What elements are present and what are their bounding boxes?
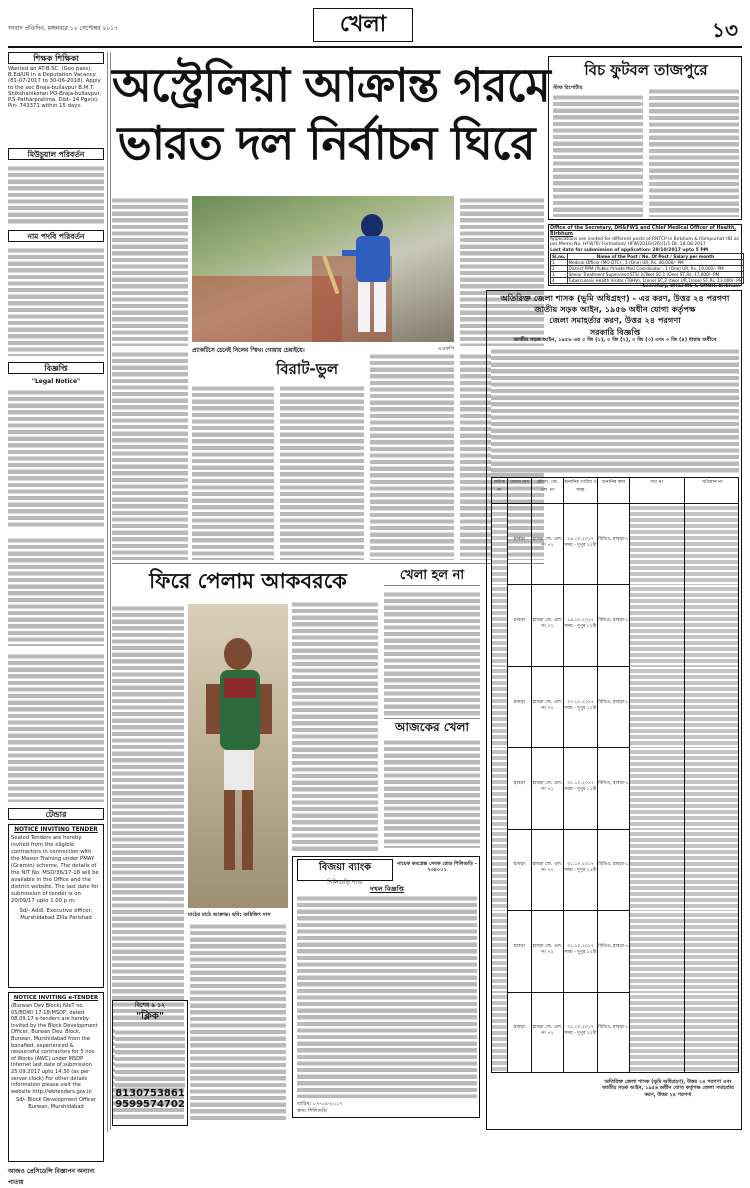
col-place: শুনানির স্থান <box>598 478 630 504</box>
vijaya-bank-notice <box>292 856 480 1118</box>
cell-khatian-list <box>685 504 739 585</box>
story-body-col-3 <box>280 384 364 560</box>
cmoh-title: Office of the Secretary, DH&FWS and Chief Medical Officer of Health, Birbhum <box>550 226 737 237</box>
bank-sign-place: স্থান: শিলিগুড়ি <box>297 1108 327 1114</box>
land-table-group <box>492 748 739 829</box>
photo1-credit: এএফপি <box>437 346 454 352</box>
cell-place: বিডিও, হাবড়া-১ <box>598 667 630 748</box>
land-table-group <box>492 667 739 748</box>
legal-notice-title: "Legal Notice" <box>31 378 81 385</box>
bank-sign-date: তারিখ: ০৭-০৯-২০১৭ <box>297 1101 343 1107</box>
photo1-caption: প্র্যাকটিসে চেনেই নিলেন স্মিথ। গোয়ায় চেন্নাইয়ে। <box>192 348 305 354</box>
mutual-header: মিউচুয়াল পরিবর্তন <box>8 148 104 160</box>
ajker-khela-text <box>384 738 480 848</box>
cell-dag-list <box>630 504 685 585</box>
cell-khatian-list <box>685 585 739 666</box>
land-acquisition-notice <box>486 290 742 1130</box>
land-table <box>491 477 739 1073</box>
cell-serial <box>492 830 508 911</box>
cell-khatian-list <box>685 748 739 829</box>
land-table-group <box>492 830 739 911</box>
bank-address: নায়েক কমপ্লেক্স সেবক রোড শিলিগুড়ি - ৭৩৪০০১ <box>397 861 477 874</box>
cell-mouza: হাবড়া জে. এল. নং ৭২ <box>532 911 564 992</box>
cell-serial <box>492 748 508 829</box>
cell-place: বিডিও, হাবড়া-১ <box>598 504 630 585</box>
cell-serial <box>492 504 508 585</box>
nit-title: NOTICE INVITING TENDER <box>14 827 98 833</box>
cell-dag-list <box>630 748 685 829</box>
cell-date: ২৭.১০.২০১৭ সময় - দুপুর ১২টা <box>564 667 598 748</box>
mutual-text <box>8 164 104 224</box>
name-change-text <box>8 246 104 356</box>
cell-dag-list <box>630 830 685 911</box>
story-body-col-1 <box>112 350 188 560</box>
beach-football-credit: স্টাফ রিপোর্টার <box>553 85 583 91</box>
photo2-caption: মাঠের মাঠে আক্রান্ত। ছবি: অরিজিৎ দাস <box>188 912 271 918</box>
footballer-photo <box>188 604 288 908</box>
story-body-col-4 <box>370 352 454 560</box>
cell-thana: হাবড়া <box>508 667 532 748</box>
cell-mouza: হাবড়া জে. এল. নং ৭২ <box>532 667 564 748</box>
bank-notice-label: দখল বিজ্ঞপ্তি <box>370 885 404 893</box>
col-khatian: খতিয়ান নং <box>702 480 723 485</box>
cell-date: ৩১.১০.২০১৭ সময় - দুপুর ১২টা <box>564 911 598 992</box>
col-date: শুনানির তারিখ ও সময় <box>564 478 598 504</box>
cell-mouza: হাবড়া জে. এল. নং ৭২ <box>532 585 564 666</box>
cmoh-sign: Secretary, DH&FWS & CMOH, Birbhum <box>642 283 740 289</box>
ad-phone-1: 8130753861 <box>115 1088 185 1100</box>
cmoh-row-sl: 2 <box>551 265 568 271</box>
nit2-text: (Burwan Dev Block) NIeT no. 05/BDW/ 17-18/MSDP, dated 08.09.17 e-tenders are hereby invited by the Block Development Officer, Burwan Dev. Block, Burwan, Murshidabad from the bonafied, experienced & resourceful contractors for 5 nos. of Works (AWC) under MSDP Internet last date of submission 25.09.2017 upto 14:30 (as per server clock) For other details information please visit the website http://wbtenders.gov.in <box>11 1003 98 1095</box>
bank-name: বিজয়া ব্যাংক <box>318 862 372 873</box>
land-intro-text <box>491 347 739 473</box>
column-rule-1 <box>110 52 111 1130</box>
page-number: ১৩ <box>712 18 738 42</box>
land-table-group <box>492 911 739 992</box>
virat-subhead: বিরাট-ভুল <box>276 360 338 378</box>
cell-khatian-list <box>685 667 739 748</box>
main-headline <box>112 56 550 188</box>
cell-thana: হাবড়া <box>508 911 532 992</box>
nit-text: Sealed Tenders are hereby invited from the eligible contractors in connection with the Mason Training under PMAY (Gramin) scheme. The details of the NIT No. MSD/36/17-18 will be available in the Office and the district website. The last date for submission of tender is on 20/09/17 upto 1.00 p.m. <box>11 835 99 904</box>
cell-mouza: হাবড়া জে. এল. নং ৭২ <box>532 830 564 911</box>
cricketer-figure <box>192 196 454 342</box>
cell-place: বিডিও, হাবড়া-১ <box>598 830 630 911</box>
cell-place: বিডিও, হাবড়া-১ <box>598 993 630 1073</box>
land-table-group <box>492 993 739 1073</box>
legal-notice-text <box>8 388 104 528</box>
cmoh-row-sl: 3 <box>551 271 568 277</box>
nit2-box <box>8 992 104 1162</box>
cmoh-row-post: Tuberculosis Health Visitor (TBHV), 1(one) SC,2 (two) UR,1(one) ST,Rs. 13,000/- PM <box>568 277 743 283</box>
land-sub-head: সরকারি বিজ্ঞপ্তি <box>589 328 641 337</box>
nit2-title: NOTICE INVITING e-TENDER <box>13 995 99 1001</box>
cell-place: বিডিও, হাবড়া-১ <box>598 748 630 829</box>
cell-date: ৩০.১০.২০১৭ সময় - দুপুর ১২টা <box>564 748 598 829</box>
ajker-khela-head: আজকের খেলা <box>384 718 480 736</box>
cell-dag-list <box>630 911 685 992</box>
cmoh-posts-table <box>550 253 744 284</box>
cmoh-intro: Applications are invited for different posts of RNTCP in Birbhum & Rampurhat HD as per Memo No. HFW/Tr/ Formation/ HFW/2016/(26)/1/1 Dt. 28.08.2017 <box>550 237 740 248</box>
beach-football-col-1 <box>553 93 643 217</box>
notice-header: বিজ্ঞপ্তি <box>8 362 104 374</box>
land-sub-head-2: জাতীয় সড়ক আইন, ১৯৫৬ এর ৩ জি (১), ৩ জি (২), ৩ জি (৩) এবং ৩ জি (৪) ধারার অধীনে <box>513 337 717 343</box>
col-serial: ক্রমিক নং <box>492 478 508 504</box>
story-body-col-2 <box>192 384 274 560</box>
footballer-figure <box>188 604 288 908</box>
cell-serial <box>492 993 508 1073</box>
cell-khatian-list <box>685 830 739 911</box>
cell-place: বিডিও, হাবড়া-১ <box>598 585 630 666</box>
date-line: সংবাদ প্রতিদিন, মঙ্গলবার ১২ সেপ্টেম্বর ২০১৭ <box>8 25 119 32</box>
bottom-label: আজও প্রেসিডেন্সি বিজ্ঞাপন অন্যান্য পাতায় <box>8 1168 95 1186</box>
ad-line-2: "ক্লিক" <box>135 1011 165 1023</box>
nit-box <box>8 824 104 988</box>
cell-thana: হাবড়া <box>508 585 532 666</box>
fire-body-col-3 <box>292 600 378 852</box>
cell-thana: হাবড়া <box>508 748 532 829</box>
cell-date: ৩১.১০.২০১৭ সময় - দুপুর ১২টা <box>564 830 598 911</box>
notice-text-2 <box>8 536 104 646</box>
cell-mouza: হাবড়া জে. এল. নং ৭২ <box>532 504 564 585</box>
bank-branch: শিলিগুড়ি শাখা <box>327 879 363 886</box>
header-rule <box>8 46 742 48</box>
cell-place: বিডিও, হাবড়া-১ <box>598 911 630 992</box>
beach-football-col-2 <box>649 87 739 217</box>
land-table-group <box>492 585 739 666</box>
cell-serial <box>492 667 508 748</box>
cell-khatian-list <box>685 993 739 1073</box>
ad-line-1: বিশেষ ৯ ১২ <box>134 1002 166 1009</box>
cell-thana: হাবড়া <box>508 993 532 1073</box>
cmoh-last-date: Last date for submission of application: 28/10/2017 upto 5 PM <box>550 247 709 253</box>
cell-date: ৩১.১০.২০১৭ সময় - দুপুর ১২টা <box>564 993 598 1073</box>
khela-hol-na-text <box>384 590 480 716</box>
tender-header: টেন্ডার <box>8 808 104 820</box>
shikkhok-header: শিক্ষক শিক্ষিকা <box>8 52 104 64</box>
bank-notice-body <box>297 894 477 1098</box>
cell-dag-list <box>630 993 685 1073</box>
col-dag: দাগ নং <box>630 478 685 504</box>
page-header <box>8 8 742 44</box>
cell-serial <box>492 911 508 992</box>
cmoh-row-post: Medical Officer (MO DTC) , 1 (One) UR, Rs. 40,000/- PM <box>567 259 744 265</box>
headline-line-1: অস্ট্রেলিয়া আক্রান্ত গরমে <box>112 58 550 112</box>
section-title-box <box>313 8 413 42</box>
cell-khatian-list <box>685 911 739 992</box>
cmoh-row-post: Senior Treatment Supervisor(STS) 2(Two) SC,1 (One) ST,Rs. 17,000/- PM <box>567 271 744 277</box>
nit-sign: Sd/- Addl. Executive officer, Murshidabad Zilla Parishad <box>19 908 93 921</box>
cricket-practice-photo <box>192 196 454 342</box>
cell-mouza: হাবড়া জে. এল. নং ৭২ <box>532 748 564 829</box>
land-head-2: জাতীয় সড়ক আইন, ১৯৫৬ অধীন যোগ্য কর্তৃপক্ষ <box>534 304 696 314</box>
fire-body-col-2 <box>190 922 286 1120</box>
fire-pelam-headline: ফিরে পেলাম আকবরকে <box>149 569 347 593</box>
khela-hol-na-head: খেলা হল না <box>384 566 480 586</box>
headline-line-2: ভারত দল নির্বাচন ঘিরে <box>117 116 535 170</box>
beach-football-story <box>548 56 742 220</box>
col-thana: থানার নাম <box>508 478 532 504</box>
col-mouza: মৌজা, জে. এল. নং <box>532 478 564 504</box>
land-head-3: জেলা সমাহর্তার করণ, উত্তর ২৪ পরগণা <box>549 315 681 325</box>
land-table-group <box>492 504 739 585</box>
cmoh-col-post: Name of the Post / No. Of Post / Salary per month <box>567 253 744 259</box>
classified-ad-box <box>112 1000 188 1126</box>
cell-dag-list <box>630 585 685 666</box>
cmoh-row-sl: 1 <box>551 259 568 265</box>
ad-body <box>115 1028 185 1088</box>
section-title: খেলা <box>339 11 387 37</box>
cell-date: ২৬.১০.২০১৭ সময় - দুপুর ১২টা <box>564 504 598 585</box>
beach-football-head: বিচ ফুটবল তাজপুরে <box>584 61 708 79</box>
cell-mouza: হাবড়া জে. এল. নং ৭২ <box>532 993 564 1073</box>
cmoh-row-post: District PPM (Public Private Mix) Coordinator , 1 (One) UR, Rs. 19,000/- PM <box>567 265 744 271</box>
story-separator <box>112 563 544 564</box>
land-table-body <box>492 504 739 1073</box>
cell-serial <box>492 585 508 666</box>
land-footer-sign: অতিরিক্ত জেলা শাসক (ভূমি অধিগ্রহণ), উত্তর ২৪ পরগণা এবং জাতীয় সড়ক আইন, ১৯৫৬ অধীন যোগ্য কর্তৃপক্ষ জেলা সমাহর্তার করণ, উত্তর ২৪ পরগণা <box>602 1079 734 1098</box>
land-head-1: অতিরিক্ত জেলা শাসক (ভূমি অধিগ্রহণ) - এর করণ, উত্তর ২৪ পরগণা <box>500 293 730 303</box>
nit2-sign: Sd/- Block Development Officer Burwan, Murshidabad <box>16 1097 96 1110</box>
cmoh-row-sl: 4 <box>551 277 568 283</box>
cell-dag-list <box>630 667 685 748</box>
vijaya-bank-name <box>297 859 393 886</box>
cell-thana: হাবড়া <box>508 830 532 911</box>
left-classifieds-column <box>8 52 108 1186</box>
cmoh-notice <box>548 224 743 289</box>
story-intro-text <box>112 196 188 346</box>
cell-thana: হাবড়া <box>508 504 532 585</box>
shikkhok-text: Wanted an AT-B.SC. (Geo pass), B.Ed/UR in a Deputation Vacancy (81-07-2017 to 30-06-2018). Apply to the sec Braja-bullavpur B.M.T. Shikshaniketan PO-Braja-bullavpur, P.S-Patharpratima, Dist- 24 Pgs(s), Pin- 743371 within 15 days. <box>8 66 102 110</box>
land-table-header <box>492 478 739 504</box>
name-change-header: নাম পদবি পরিবর্তন <box>8 230 104 242</box>
notice-text-3 <box>8 652 104 802</box>
ad-phone-2: 9599574702 <box>115 1099 185 1111</box>
cmoh-col-sl: Sl.no. <box>552 253 566 259</box>
cell-date: ২৬.১০.২০১৭ সময় - দুপুর ১২টা <box>564 585 598 666</box>
